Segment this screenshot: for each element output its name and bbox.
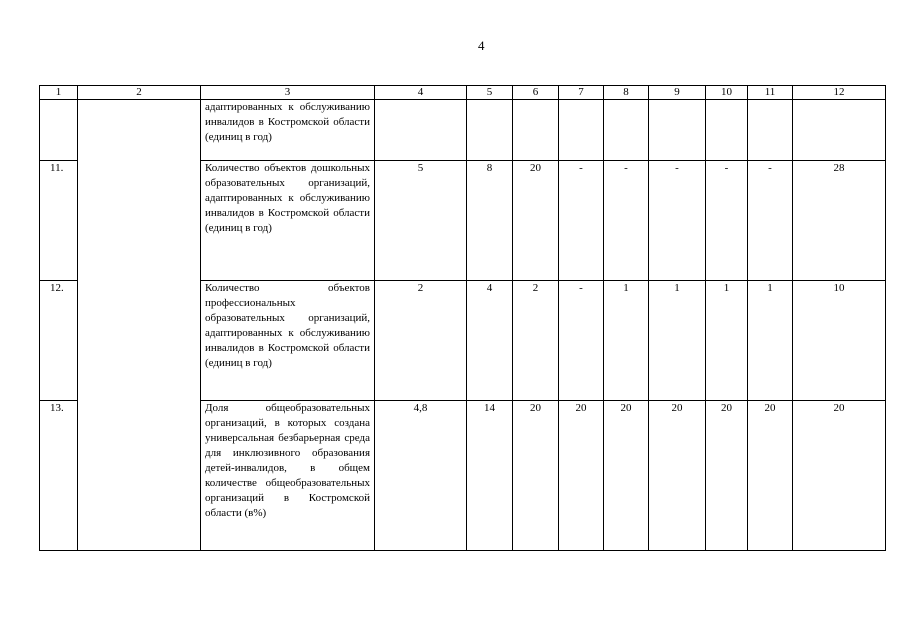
indicator-description: Количество объектов профессиональных образовательных организаций, адаптированных к обслуживанию инвалидов в Костромской области (единиц в год) (201, 281, 375, 401)
value-cell: 2 (513, 281, 559, 401)
value-cell: 28 (793, 161, 886, 281)
value-cell: - (559, 161, 604, 281)
header-cell: 5 (467, 86, 513, 100)
header-row (40, 86, 886, 100)
value-cell: 20 (649, 401, 706, 551)
value-cell: 20 (793, 401, 886, 551)
header-cell: 11 (748, 86, 793, 100)
row-number: 12. (40, 281, 78, 401)
value-cell: 10 (793, 281, 886, 401)
row-number: 13. (40, 401, 78, 551)
page-number: 4 (478, 38, 485, 53)
header-cell: 10 (706, 86, 748, 100)
header-cell: 8 (604, 86, 649, 100)
value-cell: 20 (748, 401, 793, 551)
header-cell: 4 (375, 86, 467, 100)
value-cell: 20 (604, 401, 649, 551)
value-cell (604, 100, 649, 161)
value-cell (706, 100, 748, 161)
value-cell (513, 100, 559, 161)
value-cell: 1 (604, 281, 649, 401)
value-cell: - (649, 161, 706, 281)
indicators-table (39, 85, 886, 551)
header-cell: 7 (559, 86, 604, 100)
header-cell: 1 (40, 86, 78, 100)
value-cell: 20 (559, 401, 604, 551)
indicator-description: Количество объектов дошкольных образовательных организаций, адаптированных к обслуживанию инвалидов в Костромской области (единиц в год) (201, 161, 375, 281)
value-cell (375, 100, 467, 161)
row-number: 11. (40, 161, 78, 281)
value-cell: 1 (649, 281, 706, 401)
value-cell: - (559, 281, 604, 401)
value-cell: - (604, 161, 649, 281)
value-cell: 4,8 (375, 401, 467, 551)
value-cell: 14 (467, 401, 513, 551)
header-cell: 6 (513, 86, 559, 100)
header-cell: 2 (78, 86, 201, 100)
header-cell: 12 (793, 86, 886, 100)
header-cell: 9 (649, 86, 706, 100)
value-cell (649, 100, 706, 161)
value-cell: 1 (706, 281, 748, 401)
value-cell: 5 (375, 161, 467, 281)
value-cell: - (748, 161, 793, 281)
value-cell: - (706, 161, 748, 281)
value-cell: 20 (513, 161, 559, 281)
value-cell (793, 100, 886, 161)
value-cell: 2 (375, 281, 467, 401)
value-cell: 20 (513, 401, 559, 551)
value-cell (559, 100, 604, 161)
header-cell: 3 (201, 86, 375, 100)
indicator-description: адаптированных к обслуживанию инвалидов в Костромской области (единиц в год) (201, 100, 375, 161)
value-cell: 1 (748, 281, 793, 401)
table-row (40, 100, 886, 161)
row-number (40, 100, 78, 161)
value-cell: 8 (467, 161, 513, 281)
indicator-description: Доля общеобразовательных организаций, в которых создана универсальная безбарьерная среда для инклюзивного образования детей-инвалидов, в общем количестве общеобразовательных организаций в Костромской области (в%) (201, 401, 375, 551)
col2-merged-cell (78, 100, 201, 551)
value-cell: 20 (706, 401, 748, 551)
value-cell (467, 100, 513, 161)
value-cell: 4 (467, 281, 513, 401)
value-cell (748, 100, 793, 161)
